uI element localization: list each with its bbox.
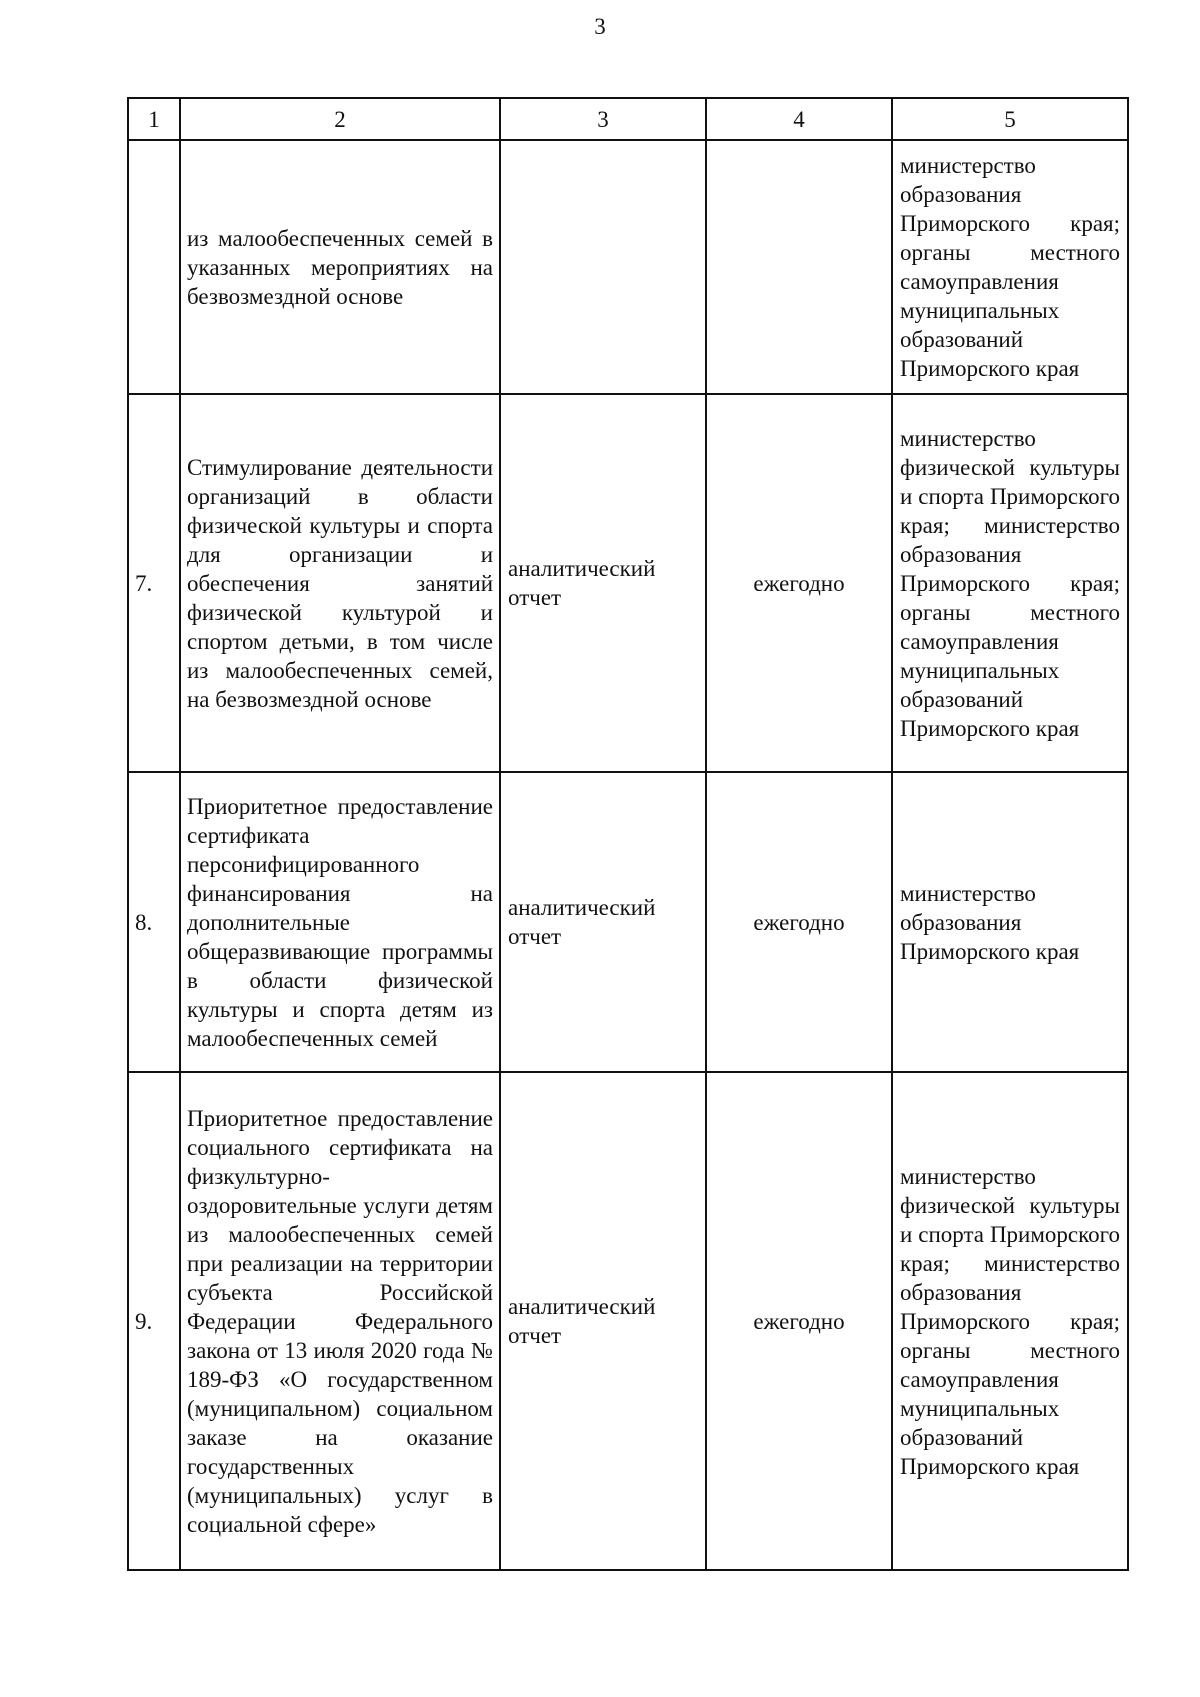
responsible-bodies: министерство образования Приморского края bbox=[892, 772, 1128, 1072]
responsible-bodies: министерство физической культуры и спорта Приморского края; министерство образования Приморского края; органы местного самоуправления муниципальных образований Приморского края bbox=[892, 394, 1128, 772]
table-row bbox=[128, 394, 1128, 772]
header-col-5: 5 bbox=[892, 98, 1128, 140]
report-form: аналитический отчет bbox=[500, 772, 706, 1072]
row-number bbox=[128, 140, 180, 394]
page-number: 3 bbox=[594, 14, 606, 39]
header-col-2: 2 bbox=[180, 98, 500, 140]
measure-description: Приоритетное предоставление социального сертификата на физкультурно-оздоровительные услуги детям из малообеспеченных семей при реализации на территории субъекта Российской Федерации Федерального закона от 13 июля 2020 года № 189-ФЗ «О государственном (муниципальном) социальном заказе на оказание государственных (муниципальных) услуг в социальной сфере» bbox=[180, 1072, 500, 1570]
header-row bbox=[128, 98, 1128, 140]
row-number: 7. bbox=[128, 394, 180, 772]
row-number: 8. bbox=[128, 772, 180, 1072]
table-row bbox=[128, 140, 1128, 394]
header-col-1: 1 bbox=[128, 98, 180, 140]
report-form: аналитический отчет bbox=[500, 1072, 706, 1570]
table-row bbox=[128, 1072, 1128, 1570]
report-form bbox=[500, 140, 706, 394]
measure-description: из малообеспеченных семей в указанных мероприятиях на безвозмездной основе bbox=[180, 140, 500, 394]
report-form: аналитический отчет bbox=[500, 394, 706, 772]
header-col-3: 3 bbox=[500, 98, 706, 140]
measures-table bbox=[127, 97, 1129, 1571]
row-number: 9. bbox=[128, 1072, 180, 1570]
measure-description: Стимулирование деятельности организаций в области физической культуры и спорта для организации и обеспечения занятий физической культурой и спортом детьми, в том числе из малообеспеченных семей, на безвозмездной основе bbox=[180, 394, 500, 772]
period: ежегодно bbox=[706, 394, 892, 772]
period bbox=[706, 140, 892, 394]
period: ежегодно bbox=[706, 1072, 892, 1570]
header-col-4: 4 bbox=[706, 98, 892, 140]
responsible-bodies: министерство образования Приморского края; органы местного самоуправления муниципальных образований Приморского края bbox=[892, 140, 1128, 394]
table-row bbox=[128, 772, 1128, 1072]
measure-description: Приоритетное предоставление сертификата персонифицированного финансирования на дополнительные общеразвивающие программы в области физической культуры и спорта детям из малообеспеченных семей bbox=[180, 772, 500, 1072]
responsible-bodies: министерство физической культуры и спорта Приморского края; министерство образования Приморского края; органы местного самоуправления муниципальных образований Приморского края bbox=[892, 1072, 1128, 1570]
period: ежегодно bbox=[706, 772, 892, 1072]
